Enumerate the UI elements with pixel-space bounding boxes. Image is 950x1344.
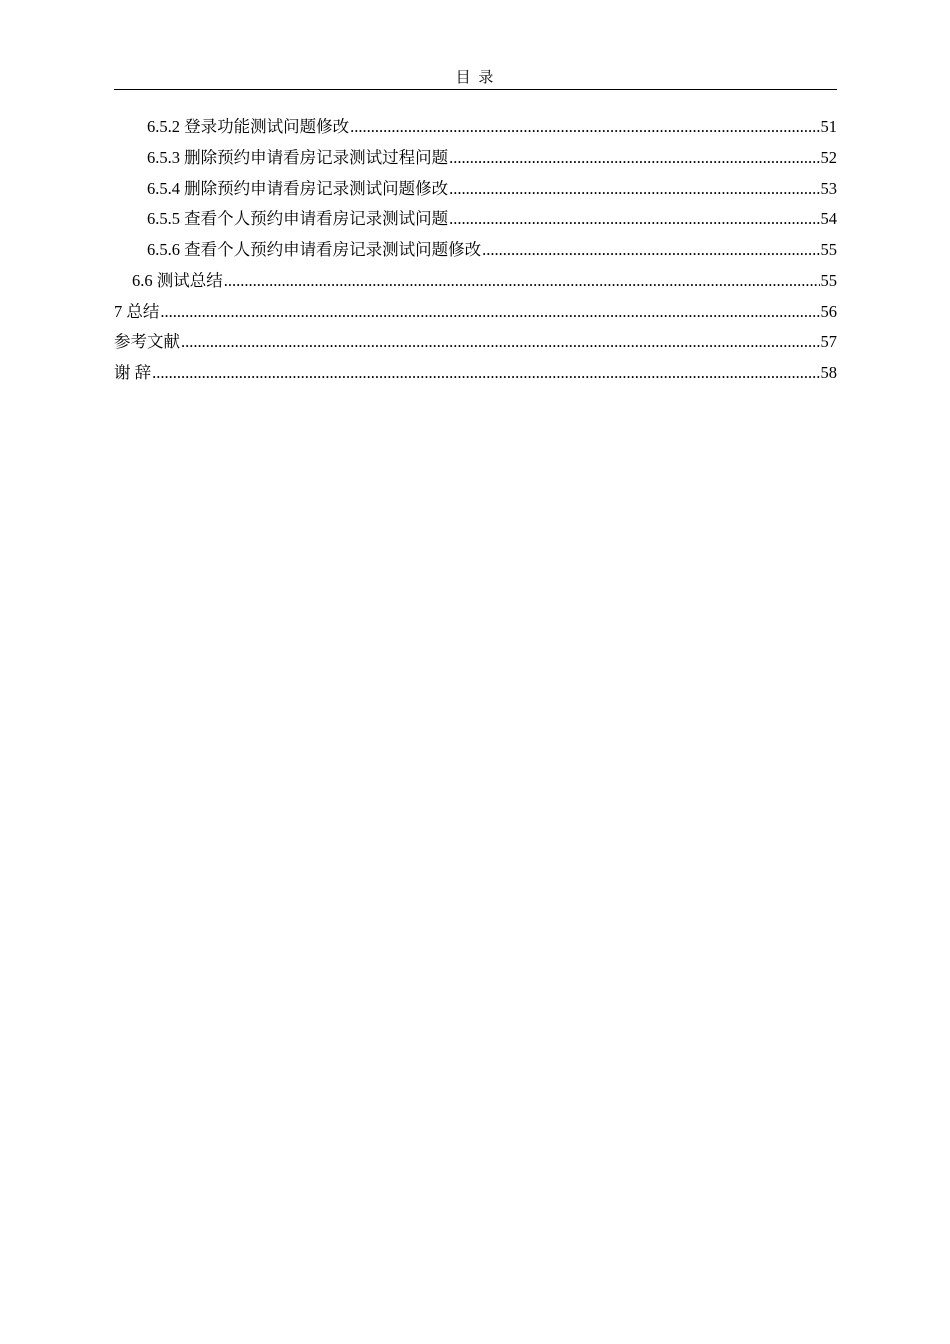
toc-dot-leader (482, 237, 819, 263)
toc-entry-title: 7 总结 (114, 301, 160, 321)
toc-entry-page: 51 (820, 117, 837, 136)
toc-entry-page: 57 (820, 332, 837, 352)
toc-entry-title: 6.5.6 查看个人预约申请看房记录测试问题修改 (147, 240, 482, 259)
toc-entry-page: 56 (820, 301, 837, 321)
toc-entry-page: 55 (820, 240, 837, 259)
toc-entry-title: 6.5.4 删除预约申请看房记录测试问题修改 (147, 178, 449, 198)
page-header-title: 目 录 (455, 70, 496, 86)
toc-entry-page: 54 (820, 209, 837, 229)
toc-entry-6-5-6[interactable] (114, 237, 837, 268)
toc-entry-6-5-2[interactable] (114, 114, 837, 145)
toc-dot-leader (449, 145, 819, 171)
table-of-contents (114, 114, 837, 391)
toc-dot-leader (224, 268, 820, 294)
toc-dot-leader (152, 360, 819, 386)
toc-entry-title: 6.5.2 登录功能测试问题修改 (147, 117, 350, 136)
toc-entry-title: 参考文献 (114, 332, 180, 352)
toc-entry-page: 53 (820, 178, 837, 198)
page-header (114, 68, 837, 90)
toc-entry-6-5-4[interactable] (114, 176, 837, 207)
toc-entry-title: 6.5.5 查看个人预约申请看房记录测试问题 (147, 209, 449, 229)
toc-dot-leader (449, 176, 819, 202)
toc-entry-title: 谢 辞 (114, 363, 152, 382)
toc-entry-6-5-3[interactable] (114, 145, 837, 176)
toc-entry-page: 52 (820, 147, 837, 167)
toc-entry-acknowledgements[interactable] (114, 360, 837, 391)
toc-entry-references[interactable] (114, 329, 837, 360)
toc-entry-title: 6.6 测试总结 (132, 270, 223, 290)
toc-entry-page: 58 (820, 363, 837, 382)
toc-entry-6-6[interactable] (114, 268, 837, 299)
toc-entry-title: 6.5.3 删除预约申请看房记录测试过程问题 (147, 147, 449, 167)
toc-dot-leader (160, 299, 819, 325)
toc-dot-leader (350, 114, 819, 140)
toc-dot-leader (449, 206, 819, 232)
toc-entry-6-5-5[interactable] (114, 206, 837, 237)
toc-dot-leader (181, 329, 820, 355)
toc-entry-page: 55 (820, 270, 837, 290)
toc-entry-7[interactable] (114, 299, 837, 330)
